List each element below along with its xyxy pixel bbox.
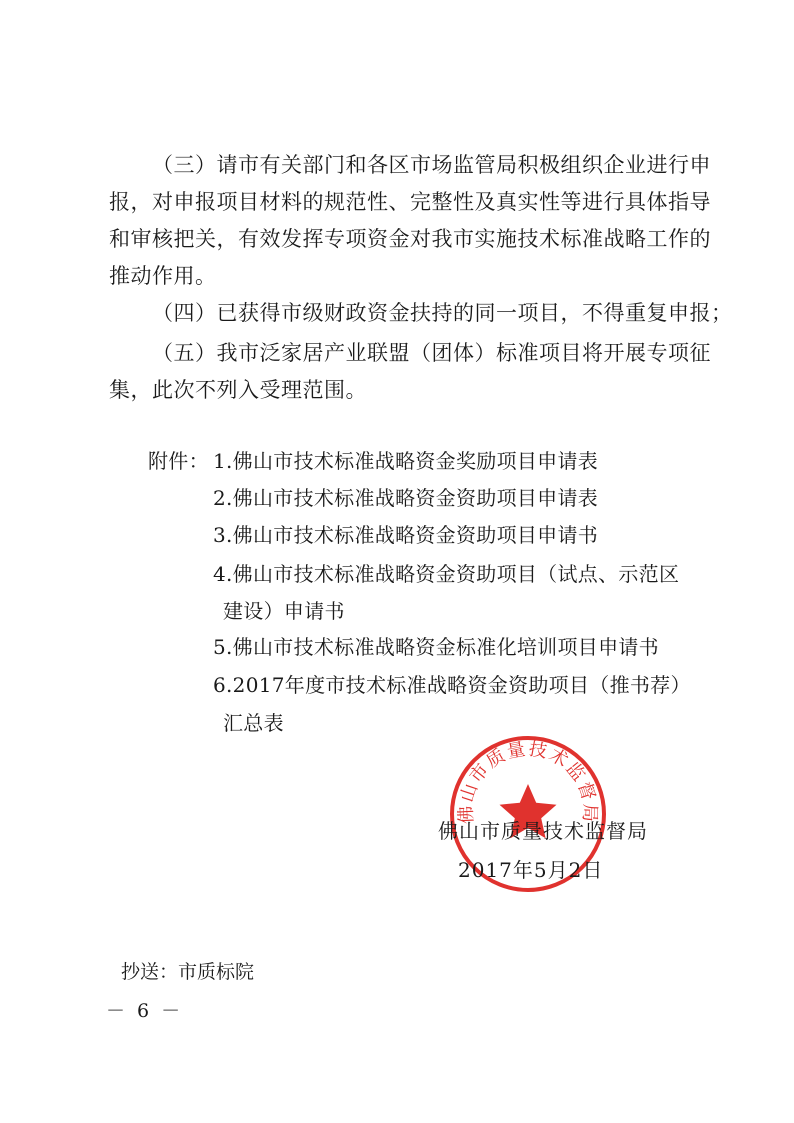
- seal-text: 佛山市质量技术监督局: [455, 738, 601, 825]
- cc-line: 抄送：市质标院: [121, 961, 255, 983]
- paragraph-line: 报，对申报项目材料的规范性、完整性及真实性等进行具体指导: [109, 190, 711, 214]
- attachments-label: 附件：: [148, 449, 209, 473]
- issue-date: 2017年5月2日: [458, 858, 604, 882]
- attachment-item: 2.佛山市技术标准战略资金资助项目申请表: [213, 486, 599, 510]
- attachment-item: 4.佛山市技术标准战略资金资助项目（试点、示范区: [213, 562, 680, 586]
- attachment-item: 5.佛山市技术标准战略资金标准化培训项目申请书: [213, 635, 659, 659]
- attachment-item: 6.2017年度市技术标准战略资金资助项目（推书荐）: [213, 673, 691, 697]
- paragraph-line: 推动作用。: [109, 264, 217, 288]
- paragraph-line: （五）我市泛家居产业联盟（团体）标准项目将开展专项征: [152, 341, 711, 365]
- paragraph-line: 和审核把关，有效发挥专项资金对我市实施技术标准战略工作的: [109, 227, 711, 251]
- paragraph-line: （三）请市有关部门和各区市场监管局积极组织企业进行申: [152, 153, 711, 177]
- paragraph-line: （四）已获得市级财政资金扶持的同一项目，不得重复申报；: [152, 301, 733, 325]
- attachment-item-continued: 建设）申请书: [223, 599, 345, 623]
- issuer-name: 佛山市质量技术监督局: [438, 819, 648, 843]
- attachment-item-continued: 汇总表: [223, 711, 284, 735]
- paragraph-line: 集，此次不列入受理范围。: [109, 378, 367, 402]
- attachment-item: 3.佛山市技术标准战略资金资助项目申请书: [213, 523, 599, 547]
- page-number: － 6 －: [106, 1000, 184, 1022]
- attachment-item: 1.佛山市技术标准战略资金奖励项目申请表: [213, 449, 599, 473]
